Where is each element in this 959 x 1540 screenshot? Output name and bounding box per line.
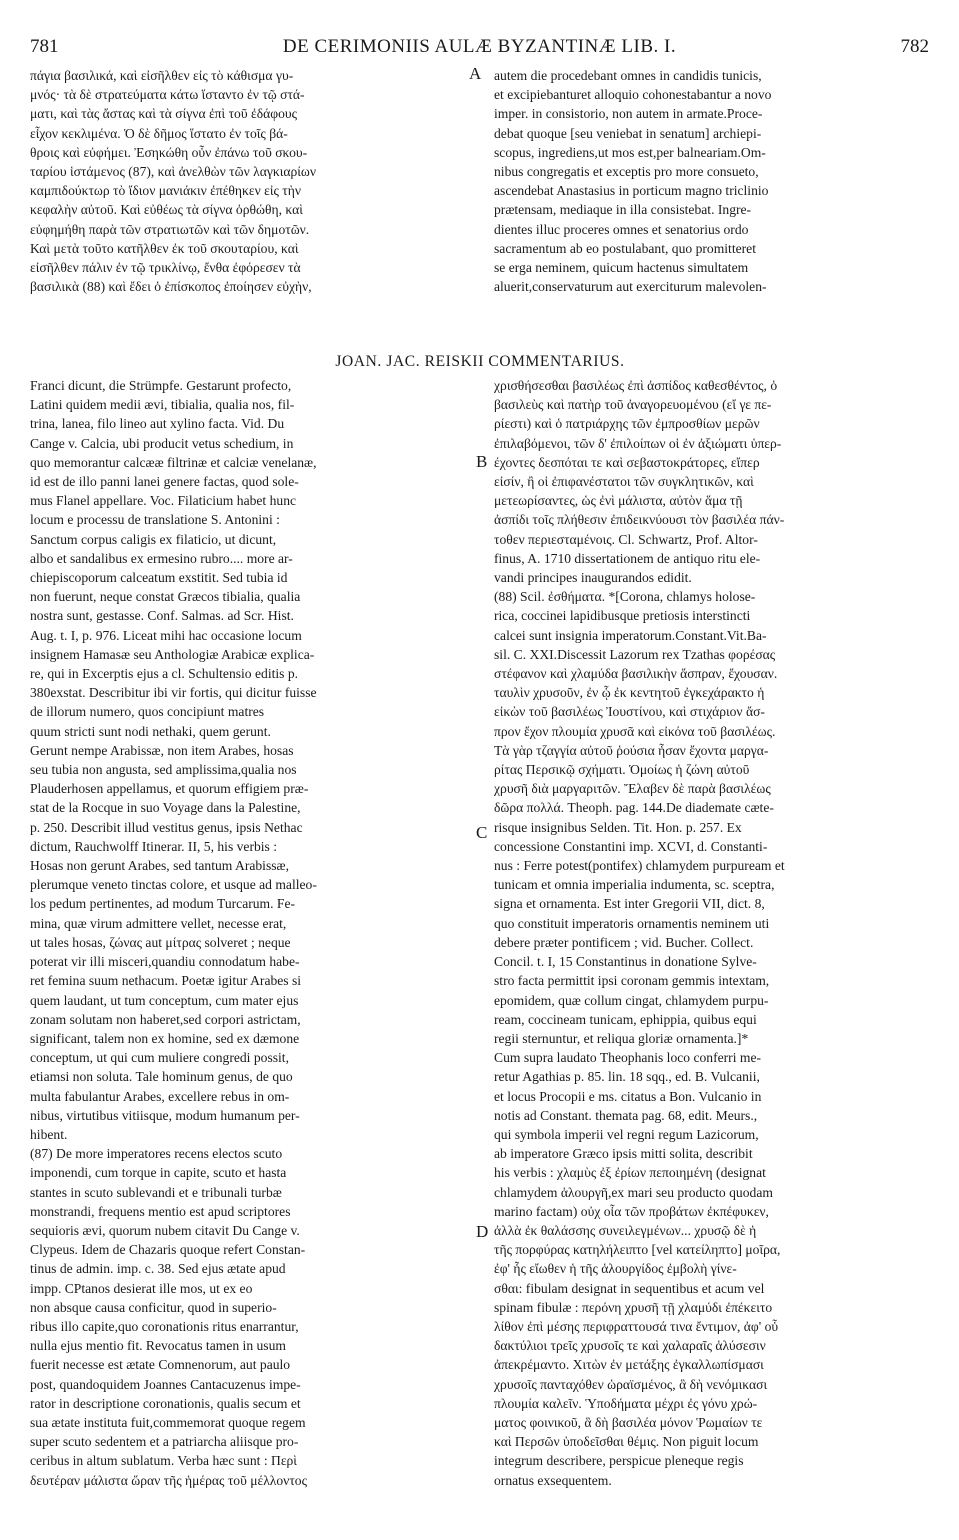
text-line: non fuerunt, neque constat Græcos tibialia, qualia [30, 589, 301, 605]
text-line: πάγια βασιλικά, καὶ εἰσῆλθεν εἰς τὸ κάθισμα γυ- [30, 68, 294, 83]
text-line: risque insignibus Selden. Tit. Hon. p. 257. Ex [494, 819, 742, 835]
text-line: quum stricti sunt nodi nethaki, quem gerunt. [30, 723, 271, 739]
text-line: trina, lanea, filo lineo aut xylino facta. Vid. Du [30, 416, 285, 432]
text-line: έχοντες δεσπόται τε καὶ σεβαστοκράτορες, εἴπερ [494, 454, 760, 470]
text-line: Τὰ γὰρ τζαγγία αὐτοῦ ῥούσια ἦσαν ἔχοντα μαργα- [494, 742, 769, 758]
text-line: ρίτας Περσικῷ σχήματι. Ὁμοίως ἡ ζώνη αὐτοῦ [494, 762, 750, 778]
text-line: rica, coccinei lapidibusque pretiosis interstincti [494, 608, 751, 624]
text-line: re, qui in Excerptis ejus a cl. Schultensio editis p. [30, 666, 299, 682]
text-line: (87) De more imperatores recens electos scuto [30, 1146, 283, 1162]
text-line: Plauderhosen appellamus, et quorum effigiem præ- [30, 781, 309, 797]
text-line: mina, quæ virum admittere vellet, necesse erat, [30, 915, 287, 931]
text-line: λίθον ἐπὶ μέσης περιφραττουσά τινα ἔντιμον, ἀφ' οὗ [494, 1318, 779, 1334]
text-line: se erga neminem, quicum hactenus simultatem [494, 260, 749, 276]
text-line: πλουμία καλεῖν. Ὑποδήματα μέχρι ἐς γόνυ χρώ- [494, 1395, 758, 1411]
text-line: integrum describere, perspicue pleneque regis [494, 1453, 744, 1469]
margin-marker-b: B [476, 452, 488, 471]
text-line: hibent. [30, 1126, 68, 1142]
text-line: albo et sandalibus ex ermesino rubro.... more ar- [30, 550, 293, 566]
text-line: poterat vir illi misceri,quandiu connodatum habe- [30, 954, 300, 970]
margin-marker-d: D [476, 1222, 489, 1241]
text-line: βασιλικὰ (88) καὶ ἔδει ὁ ἐπίσκοπος ἐποίησεν εὐχὴν, [30, 279, 312, 295]
text-line: tunicam et omnia imperialia indumenta, sc. sceptra, [494, 877, 775, 893]
text-line: nibus, virtutibus vitiisque, modum humanum per- [30, 1107, 300, 1123]
latin-translation-column [494, 66, 931, 296]
text-line: etiamsi non soluta. Tale hominum genus, de quo [30, 1069, 293, 1085]
text-line: plerumque veneto tinctas colore, et usque ad malleo- [30, 877, 317, 893]
text-line: ceribus in altum sublatum. Verba hæc sunt : Περὶ [30, 1453, 297, 1469]
text-line: χρισθήσεσθαι βασιλέως ἐπὶ ἀσπίδος καθεσθέντος, ὁ [494, 378, 778, 393]
text-line: aluerit,conservaturum aut exerciturum malevolen- [494, 279, 767, 295]
text-line: χρυσῆ διὰ μαργαριτῶν. Ἔλαβεν δὲ παρὰ βασιλέως [494, 781, 771, 797]
text-line: stro facta permittit ipsi coronam gemmis intextam, [494, 973, 770, 989]
text-line: μνός· τὰ δὲ στρατεύματα κάτω ἵσταντο ἐν τῷ στά- [30, 87, 305, 103]
text-line: ut tales hosas, ζώνας aut μίτρας solveret ; neque [30, 934, 291, 950]
text-line: debere præter pontificem ; vid. Bucher. Collect. [494, 934, 754, 950]
text-line: ἀπεκρέμαντο. Χιτὼν ἐν μετάξης ἐγκαλλωπίσμασι [494, 1357, 764, 1373]
text-line: impp. CPtanos desierat ille mos, ut ex eo [30, 1280, 253, 1296]
text-line: conceptum, ut qui cum muliere congredi possit, [30, 1050, 289, 1066]
text-line: calcei sunt insignia imperatorum.Constant.Vit.Ba- [494, 627, 767, 643]
text-line: δῶρα πολλά. Theoph. pag. 144.De diademate cæte- [494, 800, 774, 816]
text-line: ἀσπίδι τοῖς πλήθεσιν ἐπιδεικνύουσι τὸν βασιλέα πάν- [494, 512, 785, 528]
text-line: quem laudant, ut tum conceptum, cum mater ejus [30, 992, 299, 1008]
text-line: de illorum numero, quos concipiunt matres [30, 704, 265, 720]
text-line: vandi principes inaugurandos edidit. [494, 570, 692, 586]
text-line: nibus congregatis et exceptis pro more consueto, [494, 164, 759, 180]
text-line: id est de illo panni lanei genere factas, quod sole- [30, 474, 299, 490]
text-line: quo memorantur calcææ filtrinæ et calciæ venelanæ, [30, 454, 317, 470]
text-line: dientes illuc proceres omnes et senatorius ordo [494, 221, 749, 237]
text-line: Latini quidem medii ævi, tibialia, qualia nos, fil- [30, 397, 295, 413]
text-line: marino factam) οὐχ οἷα τῶν προβάτων ἐκπέφυκεν, [494, 1203, 769, 1219]
text-line: dictum, Rauchwolff Itinerar. II, 5, his verbis : [30, 838, 278, 854]
text-line: fuerit necesse est ætate Comnenorum, aut paulo [30, 1357, 291, 1373]
text-line: epomidem, quæ collum cingat, chlamydem purpu- [494, 992, 769, 1008]
text-line: sil. C. XXI.Discessit Lazorum rex Tzathas φορέσας [494, 646, 776, 662]
running-title: DE CERIMONIIS AULÆ BYZANTINÆ LIB. I. [282, 36, 677, 57]
text-line: Hosas non gerunt Arabes, sed tantum Arabissæ, [30, 858, 290, 874]
text-line: Aug. t. I, p. 976. Liceat mihi hac occasione locum [30, 627, 302, 643]
text-line: ματος φοινικοῦ, ἃ δὴ βασιλέα μόνον Ῥωμαίων τε [494, 1414, 763, 1430]
text-line: notis ad Constant. themata pag. 68, edit. Meurs., [494, 1107, 758, 1123]
text-line: εὐφημήθη παρὰ τῶν στρατιωτῶν καὶ τῶν δημοτῶν. [30, 221, 310, 237]
text-line: chlamydem ἁλουργῆ,ex mari seu producto quodam [494, 1184, 773, 1200]
text-line: 380exstat. Describitur ibi vir fortis, qui dicitur fuisse [30, 685, 317, 701]
margin-marker-c: C [476, 823, 488, 842]
commentary-left-column [30, 376, 470, 1490]
text-line: σθαι: fibulam designat in sequentibus et acum vel [494, 1280, 765, 1296]
text-line: βασιλεὺς καὶ πατὴρ τοῦ ἀναγορευομένου (εἴ γε πε- [494, 397, 772, 413]
text-line: ornatus exsequentem. [494, 1472, 612, 1488]
text-line: regii sternuntur, et reliqua gloriæ ornamenta.]* [494, 1030, 749, 1046]
text-line: ab imperatore Græco ipsis mitti solita, describit [494, 1146, 753, 1162]
text-line: ἐφ' ἧς εἴωθεν ἡ τῆς ἁλουργίδος ἐμβολὴ γίνε- [494, 1261, 737, 1277]
text-line: stantes in scuto sublevandi et e tribunali turbæ [30, 1184, 282, 1200]
text-line: debat quoque [seu veniebat in senatum] archiepi- [494, 125, 762, 141]
text-line: multa fabulantur Arabes, excellere rebus in om- [30, 1088, 290, 1104]
text-line: post, quandoquidem Joannes Cantacuzenus impe- [30, 1376, 301, 1392]
text-line: los pedum pertinentes, ad modum Turcarum. Fe- [30, 896, 296, 912]
text-line: quo constituit imperatoris ornamentis neminem uti [494, 915, 770, 931]
text-line: Franci dicunt, die Strümpfe. Gestarunt profecto, [30, 378, 292, 393]
text-line: ρίεστι) καὶ ὁ πατριάρχης τῶν ἐμπροσθίων μερῶν [494, 416, 760, 432]
text-line: καὶ Περσῶν ὑποδεῖσθαι θέμις. Non piguit locum [494, 1434, 759, 1450]
page-number-right: 782 [900, 36, 929, 57]
text-line: signa et ornamenta. Est inter Gregorii VII, dict. 8, [494, 896, 765, 912]
text-line: εἰκὼν τοῦ βασιλέως Ἰουστίνου, καὶ στιχάριον ἄσ- [494, 704, 765, 720]
text-line: non absque causa conficitur, quod in superio- [30, 1299, 277, 1315]
page-number-left: 781 [30, 36, 59, 57]
text-line: χρυσοῖς πανταχόθεν ὡραϊσμένος, ἃ δὴ νενόμικασι [494, 1376, 768, 1392]
text-line: imponendi, cum torque in capite, scuto et hasta [30, 1165, 287, 1181]
margin-marker-a: A [469, 64, 482, 83]
text-line: στέφανον καὶ χλαμύδα βασιλικὴν ἄσπραν, ἔχουσαν. [494, 666, 778, 682]
text-line: καμπιδούκτωρ τὸ ἴδιον μανιάκιν ἐπέθηκεν εἰς τὴν [30, 183, 302, 199]
text-line: sacramentum ab eo postulabant, quo promitteret [494, 240, 756, 256]
text-line: stat de la Rocque in suo Voyage dans la Palestine, [30, 800, 301, 816]
text-line: concessione Constantini imp. XCVI, d. Constanti- [494, 838, 768, 854]
text-line: κεφαλὴν αὐτοῦ. Καὶ εὐθέως τὰ σίγνα ὀρθώθη, καὶ [30, 202, 303, 218]
text-line: ματι, καὶ τὰς ἄστας καὶ τὰ σίγνα ἐπὶ τοῦ ἐδάφους [30, 106, 297, 122]
text-line: et locus Procopii e ms. citatus a Bon. Vulcanio in [494, 1088, 762, 1104]
text-line: δευτέραν μάλιστα ὥραν τῆς ἡμέρας τοῦ μέλλοντος [30, 1472, 307, 1488]
text-line: δακτύλιοι τρεῖς χρυσοῖς τε καὶ χαλαραῖς ἁλύσεσιν [494, 1338, 766, 1354]
text-line: Καὶ μετὰ τοῦτο κατῆλθεν ἐκ τοῦ σκουταρίου, καὶ [30, 240, 299, 256]
text-line: prætensam, mediaque in illa consistebat. Ingre- [494, 202, 752, 218]
text-line: τῆς πορφύρας κατηλήλειπτο [vel κατείληπτο] μοῖρα, [494, 1242, 781, 1258]
text-line: εἰσίν, ἢ οἱ ἐπιφανέστατοι τῶν συγκλητικῶν, καὶ [494, 474, 754, 490]
text-line: super scuto sedentem et a patriarcha aliisque pro- [30, 1434, 299, 1450]
text-line: p. 250. Describit illud vestitus genus, ipsis Nethac [30, 819, 303, 835]
text-line: nus : Ferre potest(pontifex) chlamydem purpuream et [494, 858, 785, 874]
text-line: imper. in consistorio, non autem in armate.Proce- [494, 106, 763, 122]
greek-text-column [30, 66, 462, 296]
text-line: Cange v. Calcia, ubi producit vetus schedium, in [30, 435, 294, 451]
text-line: μετεωρίσαντες, ὡς ἐνὶ μάλιστα, αὐτὸν ἅμα τῇ [494, 493, 743, 509]
text-line: ταυλὶν χρυσοῦν, ἐν ᾧ ἐκ κεντητοῦ ἐγκεχάρακτο ἡ [494, 685, 765, 701]
text-line: εἰσῆλθεν πάλιν ἐν τῷ τρικλίνῳ, ἔνθα ἐφόρεσεν τὰ [30, 260, 301, 276]
text-line: ribus illo capite,quo coronationis ritus enarrantur, [30, 1318, 299, 1334]
text-line: (88) Scil. ἐσθήματα. *[Corona, chlamys holose- [494, 589, 756, 605]
text-line: autem die procedebant omnes in candidis tunicis, [494, 68, 762, 83]
text-line: Clypeus. Idem de Chazaris quoque refert Constan- [30, 1242, 306, 1258]
commentary-right-column [494, 376, 931, 1490]
text-line: spinam fibulæ : περόνη χρυσῆ τῇ χλαμύδι ἐπέκειτο [494, 1299, 773, 1315]
text-line: nostra sunt, gestasse. Conf. Salmas. ad Scr. Hist. [30, 608, 294, 624]
text-line: Gerunt nempe Arabissæ, non item Arabes, hosas [30, 742, 294, 758]
text-line: et excipiebanturet alloquio cohonestabantur a novo [494, 87, 772, 103]
text-line: significant, talem non ex homine, sed ex dæmone [30, 1030, 300, 1046]
text-line: insignem Hamasæ seu Anthologiæ Arabicæ explica- [30, 646, 315, 662]
text-line: sequioris ævi, quorum nubem citavit Du Cange v. [30, 1222, 300, 1238]
text-line: ἀλλὰ ἐκ θαλάσσης συνειλεγμένων... χρυσῷ δὲ ἡ [494, 1222, 757, 1238]
text-line: mus Flanel appellare. Voc. Filaticium habet hunc [30, 493, 297, 509]
text-line: finus, A. 1710 dissertationem de antiquo ritu ele- [494, 550, 761, 566]
text-line: monstrandi, frequens mentio est apud scriptores [30, 1203, 291, 1219]
page-header [30, 36, 929, 58]
text-line: sua ætate instituta fuit,commemorat quoque regem [30, 1414, 306, 1430]
text-line: Sanctum corpus caligis ex filaticio, ut dicunt, [30, 531, 277, 547]
text-line: seu tubia non angusta, sed amplissima,qualia nos [30, 762, 297, 778]
text-line: chiepiscoporum calceatum exstitit. Sed tubia id [30, 570, 288, 586]
text-line: θροις καὶ εὐφήμει. Ἐσηκώθη οὖν ἐπάνω τοῦ σκου- [30, 144, 308, 160]
text-line: τοθεν περιεσταμένοις. Cl. Schwartz, Prof. Altor- [494, 531, 758, 547]
text-line: locum e processu de translatione S. Antonini : [30, 512, 280, 528]
text-line: scopus, ingrediens,ut mos est,per balneariam.Om- [494, 144, 766, 160]
text-line: Concil. t. I, 15 Constantinus in donatione Sylve- [494, 954, 757, 970]
text-line: ascendebat Anastasius in porticum magno triclinio [494, 183, 769, 199]
text-line: qui symbola imperii vel regni regum Lazicorum, [494, 1126, 759, 1142]
text-line: nulla ejus mentio fit. Revocatus tamen in usum [30, 1338, 286, 1354]
text-line: zonam solutam non haberet,sed corpori astrictam, [30, 1011, 301, 1027]
text-line: ταρίου ἱστάμενος (87), καὶ ἀνελθὼν τῶν λαγκιαρίων [30, 164, 317, 180]
text-line: tinus de admin. imp. c. 38. Sed ejus ætate apud [30, 1261, 286, 1277]
commentary-title: JOAN. JAC. REISKII COMMENTARIUS. [335, 353, 625, 370]
text-line: ret femina suum nethacum. Poetæ igitur Arabes si [30, 973, 302, 989]
text-line: προν ἔχον πλουμία χρυσᾶ καὶ εἰκόνα τοῦ βασιλέως. [494, 723, 776, 739]
text-line: ἐπιλαβόμενοι, τῶν δ' ἐπιλοίπων οἱ ἐν ἀξιώματι ὑπερ- [494, 435, 782, 451]
text-line: ream, coccineam tunicam, ephippia, quibus equi [494, 1011, 757, 1027]
text-line: his verbis : χλαμὺς ἐξ ἐρίων πεποιημένη (designat [494, 1165, 766, 1181]
text-line: retur Agathias p. 85. lin. 18 sqq., ed. B. Vulcanii, [494, 1069, 760, 1085]
text-line: rator in descriptione coronationis, qualis secum et [30, 1395, 301, 1411]
text-line: εἶχον κεκλιμένα. Ὁ δὲ δῆμος ἵστατο ἐν τοῖς βά- [30, 125, 288, 141]
text-line: Cum supra laudato Theophanis loco conferri me- [494, 1050, 762, 1066]
